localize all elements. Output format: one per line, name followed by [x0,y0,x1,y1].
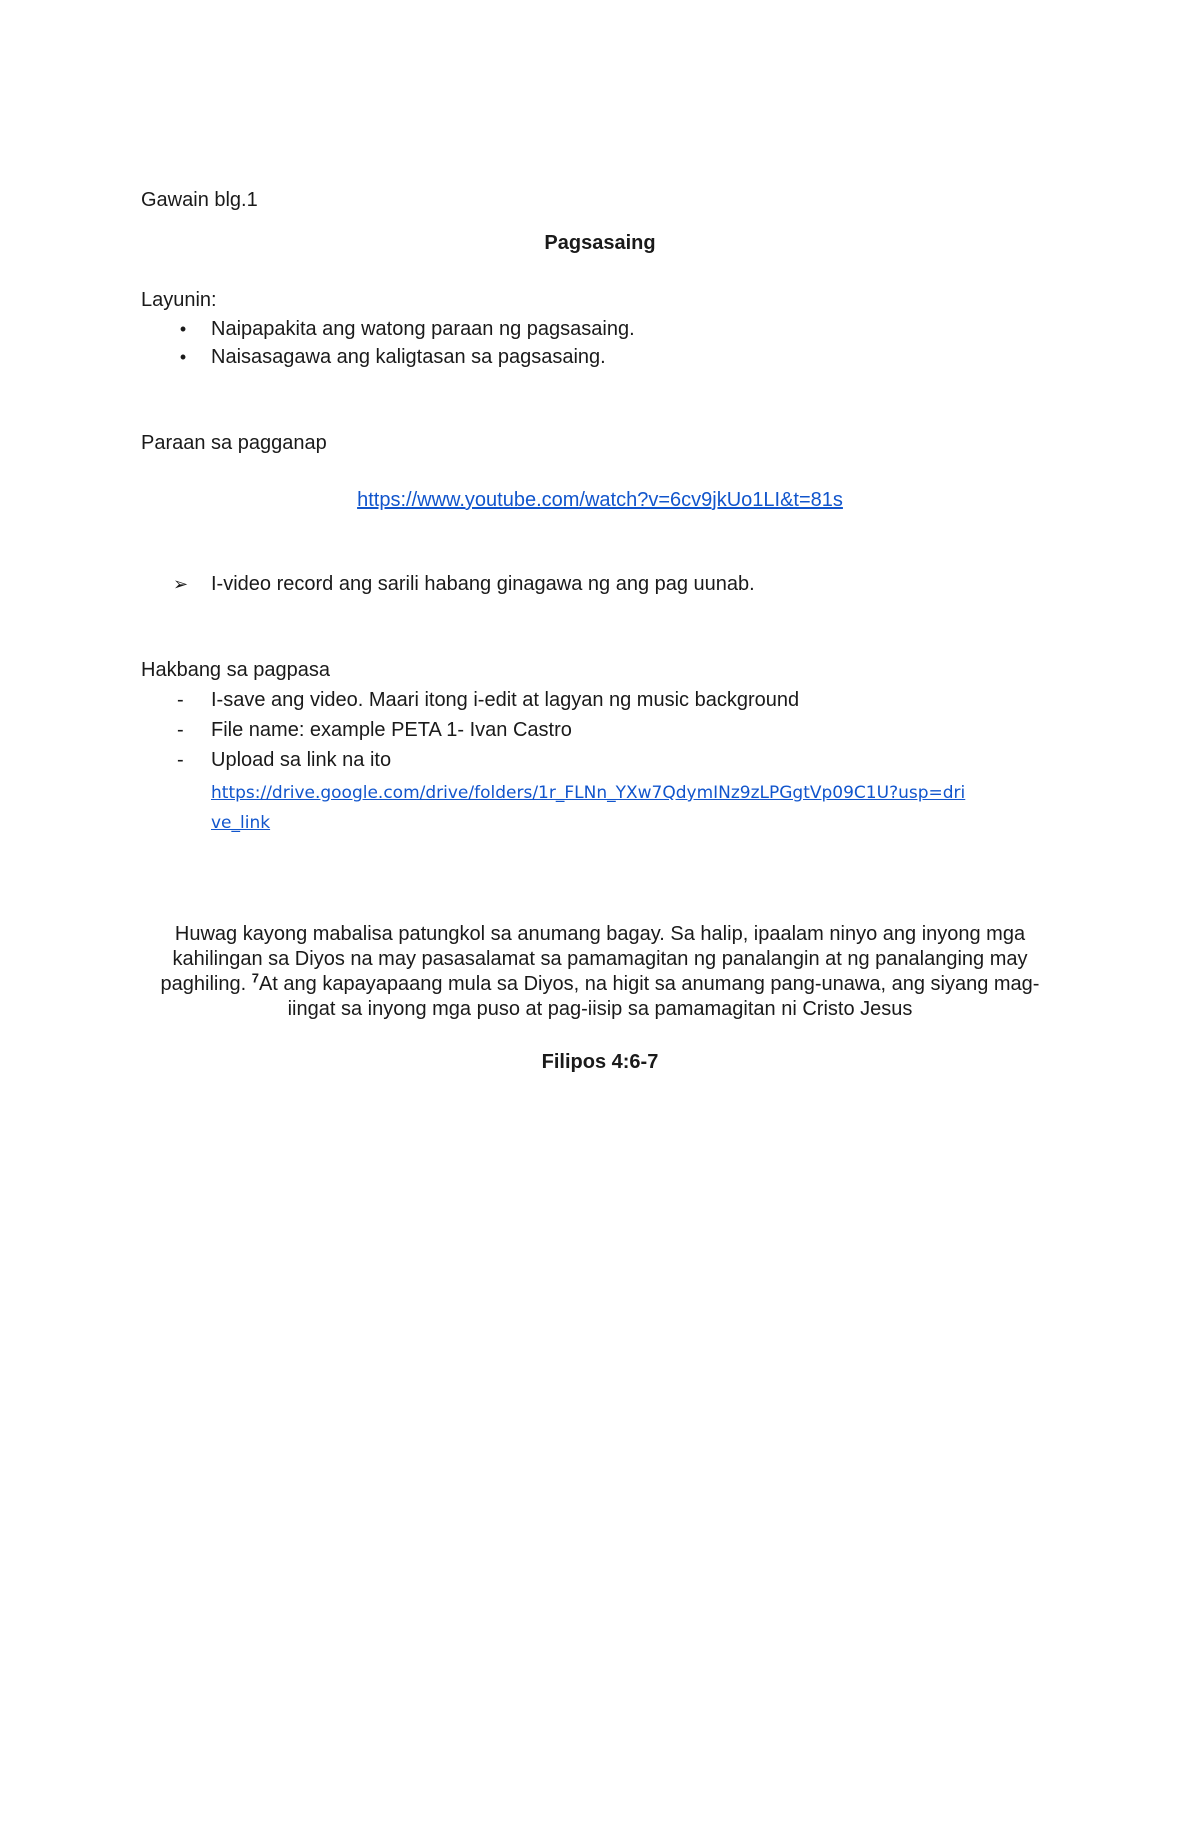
objective-text: Naipapakita ang watong paraan ng pagsasaing. [211,318,635,340]
bullet-icon: • [179,319,187,339]
google-drive-link[interactable]: https://drive.google.com/drive/folders/1r_FLNn_YXw7QdymINz9zLPGgtVp09C1U?usp=drive_link [211,783,966,833]
youtube-link[interactable]: https://www.youtube.com/watch?v=6cv9jkUo1LI&t=81s [357,489,843,511]
verse-number: 7 [251,970,259,986]
objectives-label: Layunin: [141,289,217,311]
dash-bullet-icon: - [177,689,184,711]
verse-text-part-2: At ang kapayapaang mula sa Diyos, na higit sa anumang pang-unawa, ang siyang mag-iingat sa inyong mga puso at pag-iisip sa pamamagitan ni Cristo Jesus [258,973,1040,1020]
dash-bullet-icon: - [177,749,184,771]
verse-text-part-1: Huwag kayong mabalisa patungkol sa anumang bagay. Sa halip, ipaalam ninyo ang inyong mga kahilingan sa Diyos na may pasasalamat sa pamamagitan ng panalangin at ng panalanging may paghiling. [160,923,1028,995]
bible-verse [140,922,1060,1022]
arrow-bullet-icon: ➢ [173,574,189,594]
submission-step-text: Upload sa link na ito [211,749,392,771]
submission-step-text: File name: example PETA 1- Ivan Castro [211,719,572,741]
submission-step-text: I-save ang video. Maari itong i-edit at lagyan ng music background [211,689,800,711]
submission-label: Hakbang sa pagpasa [141,659,331,681]
activity-heading: Gawain blg.1 [141,189,258,211]
procedure-label: Paraan sa pagganap [141,432,327,454]
objective-text: Naisasagawa ang kaligtasan sa pagsasaing. [211,346,606,368]
dash-bullet-icon: - [177,719,184,741]
document-title: Pagsasaing [544,232,656,254]
bullet-icon: • [179,347,187,367]
instruction-text: I-video record ang sarili habang ginagawa ng ang pag uunab. [211,573,755,595]
verse-reference: Filipos 4:6-7 [541,1051,659,1073]
